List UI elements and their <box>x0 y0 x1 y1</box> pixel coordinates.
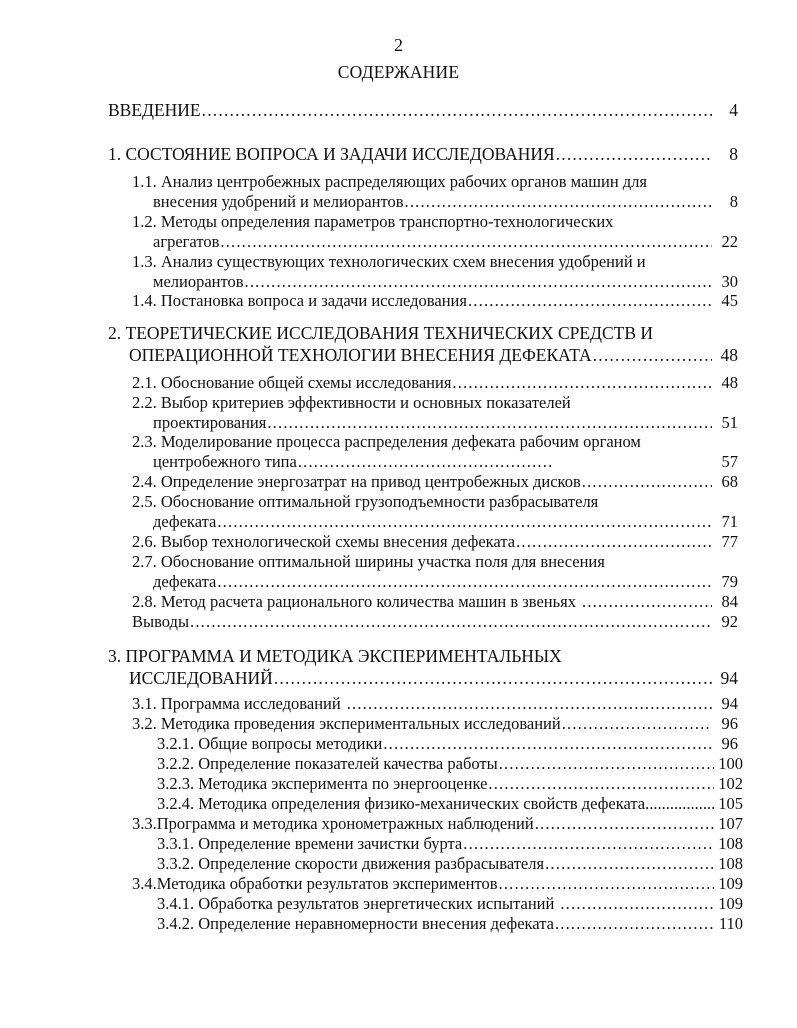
toc-entry-1-3 <box>132 252 738 292</box>
toc-page-number: 8 <box>729 144 738 164</box>
toc-page-number: 94 <box>721 694 738 713</box>
toc-page-number: 71 <box>721 512 738 531</box>
leader-dots <box>452 373 712 393</box>
toc-entry-3-2-2 <box>157 754 743 774</box>
toc-entry-title: 2.6. Выбор технологической схемы внесения дефеката <box>132 532 516 551</box>
toc-entry-title: 3.4.2. Определение неравномерности внесения дефеката <box>157 914 554 933</box>
toc-page-number: 96 <box>721 734 738 753</box>
leader-dots <box>220 232 712 252</box>
toc-entry-3-1 <box>132 694 738 714</box>
toc-page-number: 105 <box>718 794 743 813</box>
toc-entry-title: 3.3.1. Определение времени зачистки бурта <box>157 834 463 853</box>
leader-dots <box>562 714 712 734</box>
toc-entry-title: ВВЕДЕНИЕ <box>108 100 201 120</box>
toc-entry-2-4 <box>132 472 738 492</box>
toc-entry-title: 3.2.4. Методика определения физико-механических свойств дефеката <box>157 794 646 813</box>
toc-entry-1-1 <box>132 172 738 212</box>
toc-entry-title-cont: агрегатов <box>153 232 220 251</box>
toc-entry-3-2-1 <box>157 734 738 754</box>
toc-entry-2-7 <box>132 552 738 592</box>
toc-entry-3-2 <box>132 714 738 734</box>
toc-entry-3-4 <box>132 874 743 894</box>
leader-dots <box>556 143 712 165</box>
toc-entry-title: 1. СОСТОЯНИЕ ВОПРОСА И ЗАДАЧИ ИССЛЕДОВАНИЯ <box>108 144 555 164</box>
leader-dots <box>499 754 715 774</box>
toc-entry-title: 3.4.1. Обработка результатов энергетических испытаний <box>157 894 555 913</box>
toc-entry-title: 2.7. Обоснование оптимальной ширины участка поля для внесения <box>132 552 605 571</box>
leader-dots <box>535 814 715 834</box>
toc-page-number: 4 <box>729 100 738 120</box>
toc-entry-2-1 <box>132 373 738 393</box>
toc-page-number: 100 <box>718 754 743 773</box>
toc-page-number: 51 <box>721 413 738 432</box>
toc-page-number: 68 <box>721 472 738 491</box>
leader-dots <box>499 874 715 894</box>
toc-entry-title: 1.4. Постановка вопроса и задачи исследования <box>132 291 467 310</box>
leader-dots <box>347 694 712 714</box>
leader-dots <box>555 914 715 934</box>
page-number: 2 <box>394 35 403 55</box>
toc-page-number: 79 <box>721 572 738 591</box>
leader-dots <box>217 512 712 532</box>
toc-entry-title: 2.5. Обоснование оптимальной грузоподъемности разбрасывателя <box>132 492 599 511</box>
toc-entry-title: 2.3. Моделирование процесса распределения дефеката рабочим органом <box>132 432 641 451</box>
toc-entry-title: 3.4.Методика обработки результатов экспериментов <box>132 874 498 893</box>
toc-page-number: 30 <box>721 272 738 291</box>
toc-entry-2-2 <box>132 393 738 433</box>
toc-entry-title: 2.2. Выбор критериев эффективности и основных показателей <box>132 393 571 412</box>
toc-entry-3-4-1 <box>157 894 743 914</box>
toc-entry-title: 3.3.Программа и методика хронометражных наблюдений <box>132 814 534 833</box>
toc-entry-title: Выводы <box>132 612 190 631</box>
toc-entry-1-4 <box>132 291 738 311</box>
toc-page-number: 48 <box>721 373 738 392</box>
leader-dots <box>488 774 714 794</box>
toc-entry-title-cont: мелиорантов <box>153 272 244 291</box>
toc-entry-3-2-4 <box>157 794 743 814</box>
toc-page-number: 84 <box>721 592 738 611</box>
toc-entry-3-3-2 <box>157 854 743 874</box>
toc-entry-conclusions <box>132 612 738 632</box>
leader-dots <box>190 612 712 632</box>
toc-page-number: 108 <box>718 834 743 853</box>
leader-dots <box>298 452 553 472</box>
toc-page-number: 22 <box>721 232 738 251</box>
toc-entry-title: 2.8. Метод расчета рационального количества машин в звеньях <box>132 592 576 611</box>
leader-dots <box>383 734 712 754</box>
toc-page-number: 57 <box>721 452 738 471</box>
leader-dots <box>545 854 714 874</box>
toc-entry-title: 3.2.3. Методика эксперимента по энергооценке <box>157 774 488 793</box>
leader-dots <box>217 572 712 592</box>
leader-dots <box>267 413 712 433</box>
toc-entry-title-cont: внесения удобрений и мелиорантов <box>153 192 404 211</box>
toc-entry-intro <box>108 99 738 121</box>
leader-dots <box>405 192 713 212</box>
toc-entry-title-cont: ОПЕРАЦИОННОЙ ТЕХНОЛОГИИ ВНЕСЕНИЯ ДЕФЕКАТА <box>129 345 592 365</box>
toc-page-number: 92 <box>721 612 738 631</box>
toc-entry-title: 3.2.1. Общие вопросы методики <box>157 734 383 753</box>
leader-dots <box>582 472 712 492</box>
toc-entry-title-cont: дефеката <box>153 512 217 531</box>
page-title: СОДЕРЖАНИЕ <box>337 62 460 82</box>
toc-entry-title-cont: проектирования <box>153 413 267 432</box>
toc-entry-2-5 <box>132 492 738 532</box>
toc-entry-title: 2. ТЕОРЕТИЧЕСКИЕ ИССЛЕДОВАНИЯ ТЕХНИЧЕСКИХ СРЕДСТВ И <box>108 323 654 343</box>
toc-entry-title-cont: дефеката <box>153 572 217 591</box>
toc-entry-3-3 <box>132 814 743 834</box>
toc-entry-title: 3.2. Методика проведения экспериментальных исследований <box>132 714 561 733</box>
toc-page-number: 110 <box>718 914 743 933</box>
toc-entry-title: 3. ПРОГРАММА И МЕТОДИКА ЭКСПЕРИМЕНТАЛЬНЫХ <box>108 646 562 666</box>
toc-entry-2-6 <box>132 532 738 552</box>
leader-dots <box>582 592 712 612</box>
toc-page-number: 108 <box>718 854 743 873</box>
toc-page-number: 45 <box>721 291 738 310</box>
toc-entry-3-3-1 <box>157 834 743 854</box>
leader-dots <box>202 99 712 121</box>
toc-page-number: 94 <box>720 668 738 688</box>
toc-entry-1-2 <box>132 212 738 252</box>
toc-entry-title-cont: ИССЛЕДОВАНИЙ <box>129 668 273 688</box>
toc-entry-3-2-3 <box>157 774 743 794</box>
leader-dots <box>516 532 712 552</box>
toc-entry-title: 1.3. Анализ существующих технологических схем внесения удобрений и <box>132 252 646 271</box>
toc-page-number: 77 <box>721 532 738 551</box>
leader-dots <box>645 794 716 814</box>
toc-entry-3-4-2 <box>157 914 743 934</box>
leader-dots <box>245 272 712 292</box>
toc-entry-title-cont: центробежного типа <box>153 452 297 471</box>
toc-page-number: 107 <box>718 814 743 833</box>
toc-entry-title: 1.2. Методы определения параметров транспортно-технологических <box>132 212 614 231</box>
toc-entry-chapter-1 <box>108 143 738 165</box>
toc-entry-2-8 <box>132 592 738 612</box>
toc-entry-chapter-3 <box>108 645 738 689</box>
leader-dots <box>468 291 712 311</box>
leader-dots <box>463 834 714 854</box>
toc-entry-title: 3.2.2. Определение показателей качества работы <box>157 754 498 773</box>
toc-entry-title: 3.1. Программа исследований <box>132 694 341 713</box>
toc-entry-title: 1.1. Анализ центробежных распределяющих рабочих органов машин для <box>132 172 647 191</box>
toc-page-number: 102 <box>718 774 743 793</box>
toc-page-number: 8 <box>729 192 738 211</box>
leader-dots <box>274 667 712 689</box>
toc-page-number: 109 <box>718 894 743 913</box>
toc-entry-title: 2.4. Определение энергозатрат на привод центробежных дисков <box>132 472 581 491</box>
toc-page-number: 109 <box>718 874 743 893</box>
leader-dots <box>560 894 714 914</box>
toc-entry-title: 2.1. Обоснование общей схемы исследования <box>132 373 452 392</box>
toc-page-number: 96 <box>721 714 738 733</box>
toc-entry-title: 3.3.2. Определение скорости движения разбрасывателя <box>157 854 545 873</box>
toc-entry-chapter-2 <box>108 322 738 366</box>
toc-page-number: 48 <box>720 345 738 365</box>
leader-dots <box>593 344 712 366</box>
toc-entry-2-3 <box>132 432 738 472</box>
